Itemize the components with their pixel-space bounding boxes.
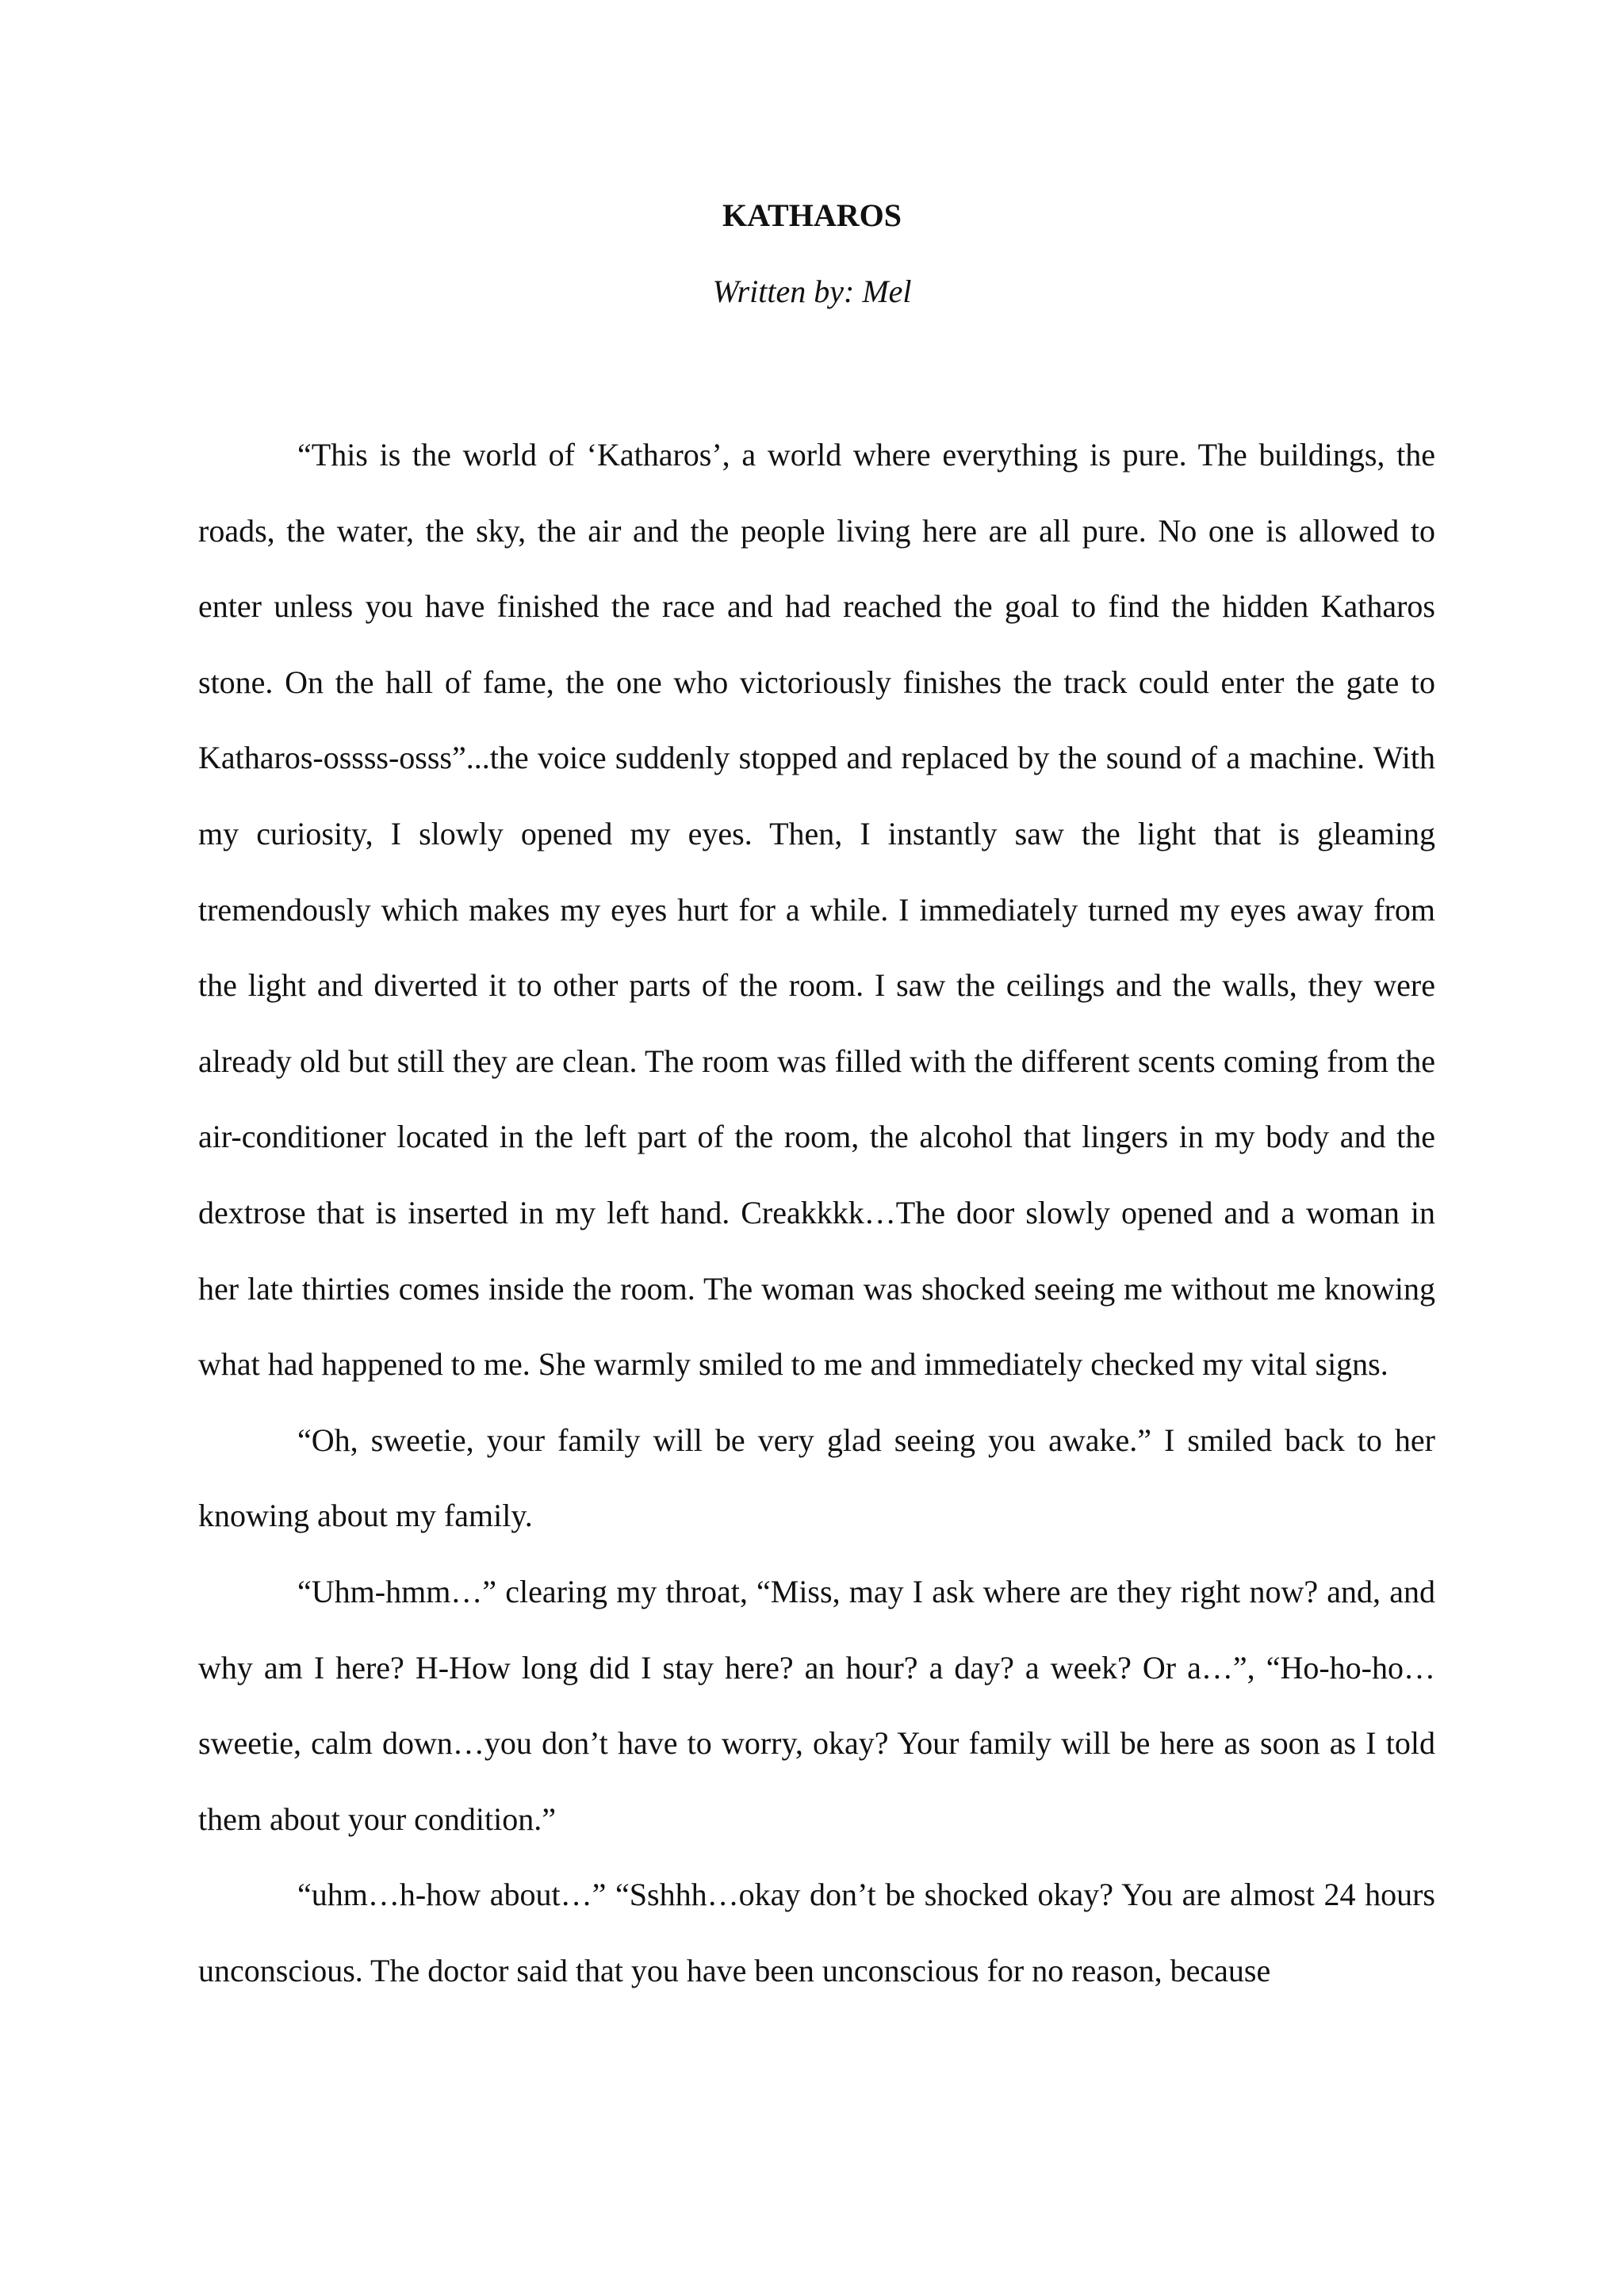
document-title: KATHAROS: [722, 197, 902, 233]
paragraph-opening: “This is the world of ‘Katharos’, a world where everything is pure. The buildings, the roads, the water, the sky, the air and the people living here are all pure. No one is allowed to enter unless you have finished the race and had reached the goal to find the hidden Katharos stone. On the hall of fame, the one who victoriously finishes the track could enter the gate to Katharos-ossss-osss”...the voice suddenly stopped and replaced by the sound of a machine. With my curiosity, I slowly opened my eyes. Then, I instantly saw the light that is gleaming tremendously which makes my eyes hurt for a while. I immediately turned my eyes away from the light and diverted it to other parts of the room. I saw the ceilings and the walls, they were already old but still they are clean. The room was filled with the different scents coming from the air-conditioner located in the left part of the room, the alcohol that lingers in my body and the dextrose that is inserted in my left hand. Creakkkk…The door slowly opened and a woman in her late thirties comes inside the room. The woman was shocked seeing me without me knowing what had happened to me. She warmly smiled to me and immediately checked my vital signs.: [198, 437, 1435, 1383]
paragraph-questions: “Uhm-hmm…” clearing my throat, “Miss, may I ask where are they right now? and, and why am I here? H-How long did I stay here? an hour? a day? a week? Or a…”, “Ho-ho-ho…sweetie, calm down…you don’t have to worry, okay? Your family will be here as soon as I told them about your condition.”: [198, 1573, 1435, 1837]
paragraph-unconscious: “uhm…h-how about…” “Sshhh…okay don’t be shocked okay? You are almost 24 hours unconscious. The doctor said that you have been unconscious for no reason, because: [198, 1877, 1435, 1988]
paragraph-nurse-greeting: “Oh, sweetie, your family will be very glad seeing you awake.” I smiled back to her knowing about my family.: [198, 1422, 1435, 1534]
story-body: [198, 417, 1435, 2008]
author-byline: Written by: Mel: [712, 274, 912, 309]
